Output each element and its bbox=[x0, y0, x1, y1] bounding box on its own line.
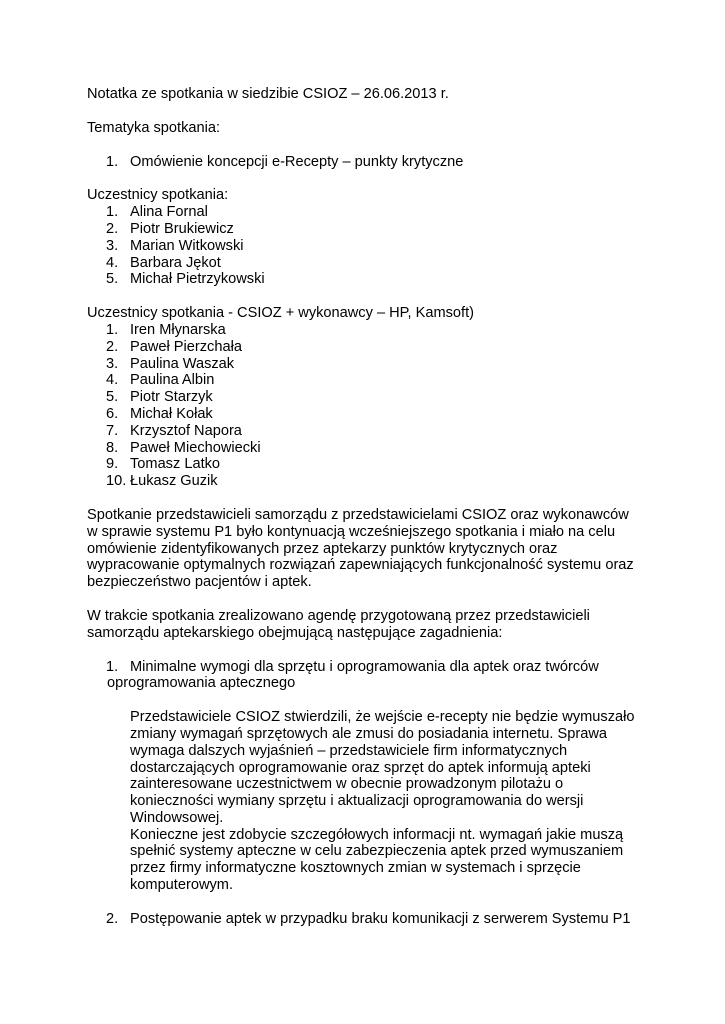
paragraph-line: Spotkanie przedstawicieli samorządu z przedstawicielami CSIOZ oraz wykonawców bbox=[87, 506, 629, 523]
participant-name: Alina Fornal bbox=[130, 204, 208, 221]
agenda-item-title: Postępowanie aptek w przypadku braku komunikacji z serwerem Systemu P1 bbox=[130, 910, 631, 927]
list-item bbox=[87, 440, 647, 457]
list-number: 6. bbox=[106, 405, 119, 422]
paragraph-line: bezpieczeństwo pacjentów i aptek. bbox=[87, 574, 312, 591]
paragraph-line: komputerowym. bbox=[130, 877, 233, 894]
list-item bbox=[87, 423, 647, 440]
paragraph-line: W trakcie spotkania zrealizowano agendę przygotowaną przez przedstawicieli bbox=[87, 607, 590, 624]
list-item bbox=[87, 238, 647, 255]
paragraph-line: Windowsowej. bbox=[130, 809, 224, 826]
participant-name: Michał Pietrzykowski bbox=[130, 271, 265, 288]
list-number: 2. bbox=[106, 220, 119, 237]
paragraph-line: konieczności wymiany sprzętu i aktualizacji oprogramowania do wersji bbox=[130, 793, 584, 810]
list-item bbox=[87, 204, 647, 221]
participant-name: Krzysztof Napora bbox=[130, 422, 242, 439]
participants-list bbox=[87, 204, 647, 288]
list-number: 1. bbox=[106, 321, 119, 338]
participant-name: Tomasz Latko bbox=[130, 456, 221, 473]
list-number: 2. bbox=[106, 910, 119, 927]
list-number: 5. bbox=[106, 271, 119, 288]
list-item bbox=[87, 271, 647, 288]
list-item bbox=[87, 221, 647, 238]
list-item bbox=[87, 154, 647, 171]
agenda-item-title: oprogramowania aptecznego bbox=[107, 675, 296, 692]
topics-list bbox=[87, 154, 647, 171]
participant-name: Marian Witkowski bbox=[130, 237, 244, 254]
paragraph-line: przez firmy informatyczne kosztownych zmian w systemach i sprzęcie bbox=[130, 860, 581, 877]
paragraph-line: zmiany wymagań sprzętowych ale zmusi do posiadania internetu. Sprawa bbox=[130, 725, 607, 742]
list-item bbox=[87, 356, 647, 373]
paragraph-line: samorządu aptekarskiego obejmującą następujące zagadnienia: bbox=[87, 624, 503, 641]
paragraph-line: Przedstawiciele CSIOZ stwierdzili, że wejście e-recepty nie będzie wymuszało bbox=[130, 709, 635, 726]
agenda-item-2 bbox=[87, 911, 647, 928]
agenda-paragraph bbox=[87, 608, 647, 642]
csioz-participants-list bbox=[87, 322, 647, 490]
document-page bbox=[87, 86, 647, 928]
list-number: 9. bbox=[106, 456, 119, 473]
list-item bbox=[87, 339, 647, 356]
topics-heading: Tematyka spotkania: bbox=[87, 119, 221, 136]
participant-name: Iren Młynarska bbox=[130, 321, 226, 338]
list-number: 1. bbox=[106, 153, 119, 170]
list-number: 4. bbox=[106, 372, 119, 389]
intro-paragraph bbox=[87, 507, 647, 591]
paragraph-line: w sprawie systemu P1 było kontynuacją wcześniejszego spotkania i miało na celu bbox=[87, 523, 616, 540]
list-number: 4. bbox=[106, 254, 119, 271]
list-item bbox=[87, 406, 647, 423]
list-item bbox=[87, 473, 647, 490]
list-number: 5. bbox=[106, 389, 119, 406]
participant-name: Barbara Jękot bbox=[130, 254, 221, 271]
document-title: Notatka ze spotkania w siedzibie CSIOZ – 26.06.2013 r. bbox=[87, 86, 449, 102]
participant-name: Piotr Brukiewicz bbox=[130, 220, 234, 237]
paragraph-line: wypracowanie optymalnych rozwiązań zapewniających funkcjonalność systemu oraz bbox=[87, 557, 634, 574]
list-item-text: Omówienie koncepcji e-Recepty – punkty krytyczne bbox=[130, 153, 464, 170]
csioz-participants-heading: Uczestnicy spotkania - CSIOZ + wykonawcy – HP, Kamsoft) bbox=[87, 305, 475, 322]
list-number: 10. bbox=[106, 473, 127, 490]
list-number: 3. bbox=[106, 237, 119, 254]
participants-heading: Uczestnicy spotkania: bbox=[87, 187, 229, 204]
paragraph-line: wymaga dalszych wyjaśnień – przedstawiciele firm informatycznych bbox=[130, 742, 568, 759]
participant-name: Michał Kołak bbox=[130, 405, 213, 422]
list-number: 7. bbox=[106, 422, 119, 439]
participant-name: Paulina Waszak bbox=[130, 355, 235, 372]
list-number: 8. bbox=[106, 439, 119, 456]
list-item bbox=[87, 255, 647, 272]
list-item bbox=[87, 456, 647, 473]
participant-name: Paulina Albin bbox=[130, 372, 215, 389]
list-item bbox=[87, 322, 647, 339]
agenda-item-body bbox=[87, 709, 647, 894]
list-number: 1. bbox=[106, 658, 119, 675]
participant-name: Piotr Starzyk bbox=[130, 389, 213, 406]
paragraph-line: spełnić systemy apteczne w celu zabezpieczenia aptek przed wymuszaniem bbox=[130, 843, 624, 860]
list-item bbox=[87, 372, 647, 389]
paragraph-line: dostarczających oprogramowanie oraz sprzęt do aptek informują apteki bbox=[130, 759, 591, 776]
list-number: 2. bbox=[106, 338, 119, 355]
paragraph-line: Konieczne jest zdobycie szczegółowych informacji nt. wymagań jakie muszą bbox=[130, 826, 624, 843]
list-number: 3. bbox=[106, 355, 119, 372]
participant-name: Paweł Pierzchała bbox=[130, 338, 242, 355]
list-number: 1. bbox=[106, 204, 119, 221]
agenda-item-title: Minimalne wymogi dla sprzętu i oprogramowania dla aptek oraz twórców bbox=[130, 658, 599, 675]
participant-name: Łukasz Guzik bbox=[130, 473, 218, 490]
paragraph-line: omówienie zidentyfikowanych przez aptekarzy punktów krytycznych oraz bbox=[87, 540, 558, 557]
list-item bbox=[87, 389, 647, 406]
agenda-item-1 bbox=[87, 659, 647, 894]
participant-name: Paweł Miechowiecki bbox=[130, 439, 261, 456]
paragraph-line: zainteresowane uczestnictwem w obecnie prowadzonym pilotażu o bbox=[130, 776, 564, 793]
